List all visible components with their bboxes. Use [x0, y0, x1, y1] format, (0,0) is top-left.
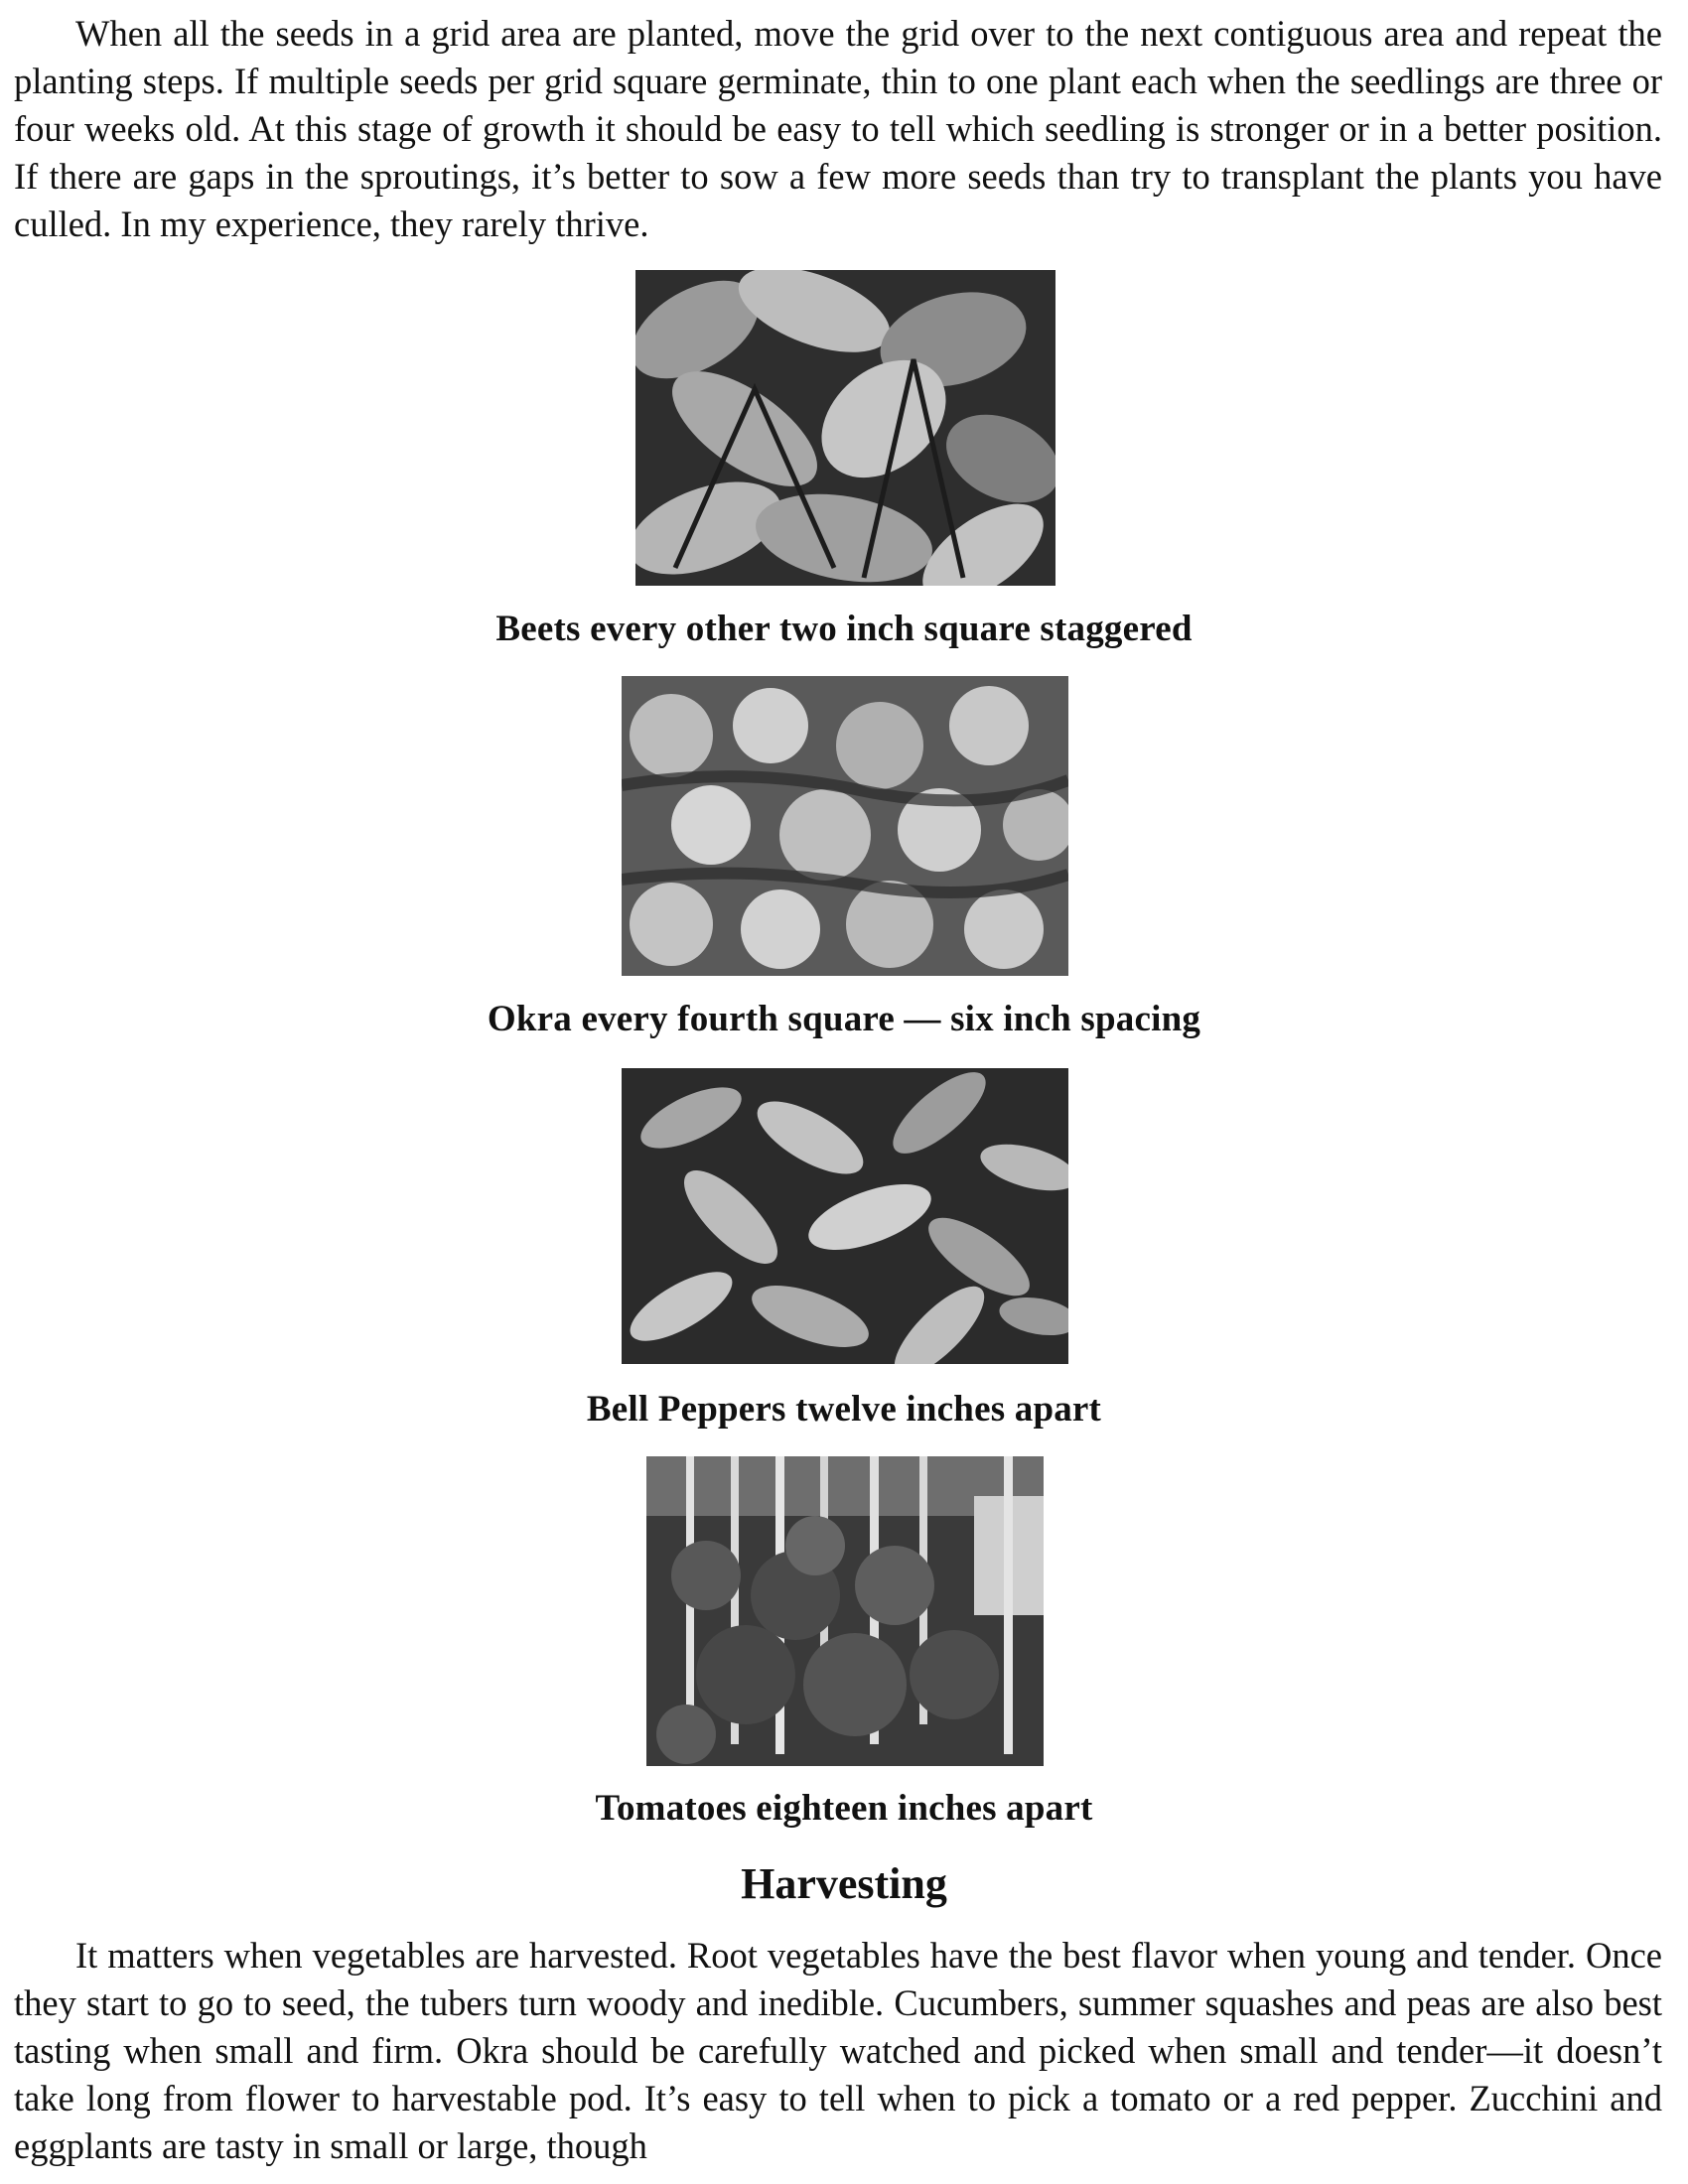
body-paragraph-harvesting: It matters when vegetables are harvested. Root vegetables have the best flavor when young and tender. Once they start to go to seed, the tubers turn woody and inedible. Cucumbers, summer squashes and peas are also best tasting when small and firm. Okra should be carefully watched and picked when small and tender—it doesn’t take long from flower to harvestable pod. It’s easy to tell when to pick a tomato or a red pepper. Zucchini and eggplants are tasty in small or large, though	[14, 1935, 1662, 2166]
section-heading-harvesting: Harvesting	[741, 1859, 947, 1908]
tomatoes-caption: Tomatoes eighteen inches apart	[595, 1788, 1093, 1829]
beets-photo	[635, 270, 1055, 586]
tomatoes-photo	[646, 1456, 1044, 1766]
okra-caption: Okra every fourth square — six inch spacing	[487, 999, 1201, 1039]
bell-peppers-caption: Bell Peppers twelve inches apart	[586, 1389, 1102, 1430]
body-paragraph-planting: When all the seeds in a grid area are planted, move the grid over to the next contiguous area and repeat the planting steps. If multiple seeds per grid square germinate, thin to one plant each when the seedlings are three or four weeks old. At this stage of growth it should be easy to tell which seedling is stronger or in a better position. If there are gaps in the sproutings, it’s better to sow a few more seeds than try to transplant the plants you have culled. In my experience, they rarely thrive.	[14, 13, 1662, 244]
beets-caption: Beets every other two inch square staggered	[495, 609, 1193, 649]
okra-photo	[622, 676, 1068, 976]
bell-peppers-photo	[622, 1068, 1068, 1364]
